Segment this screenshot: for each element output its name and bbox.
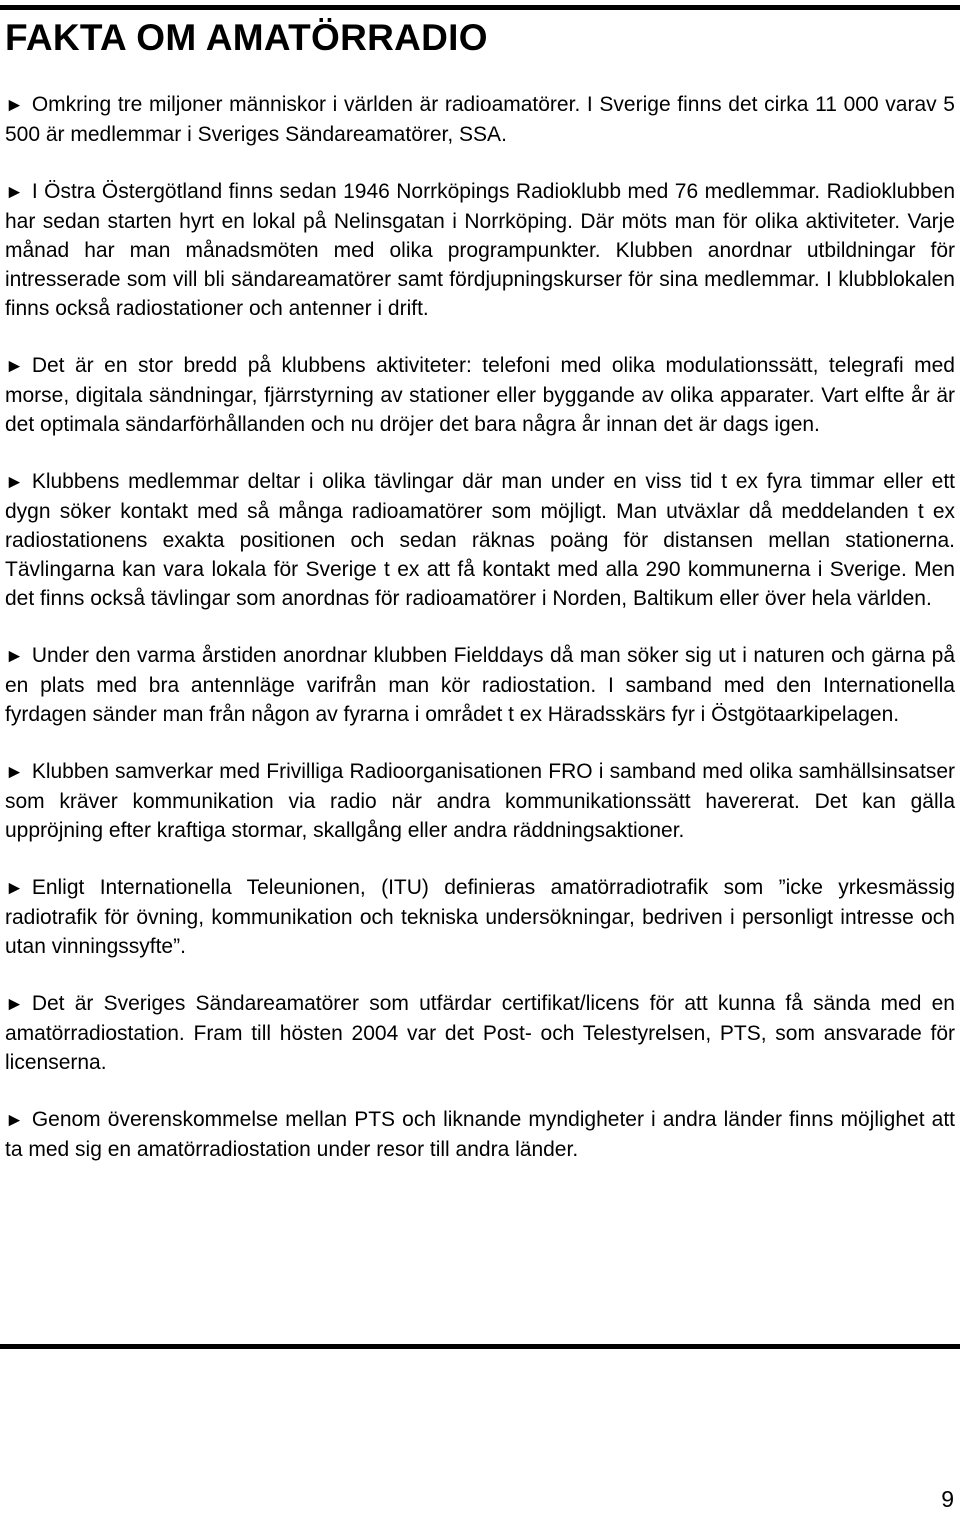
paragraph-text: Enligt Internationella Teleunionen, (ITU) definieras amatörradiotrafik som ”icke yrkesmässig radiotrafik för övning, kommunikation och tekniska undersökningar, bedriven i personligt intresse och utan vinningssyfte”. [5,876,955,958]
bullet-arrow-icon: ► [5,762,24,783]
page-title: FAKTA OM AMATÖRRADIO [5,17,488,58]
paragraph-9 [5,1105,955,1164]
paragraph-text: Under den varma årstiden anordnar klubben Fielddays då man söker sig ut i naturen och gärna på en plats med bra antennläge varifrån man kör radiostation. I samband med den Internationella fyrdagen sänder man från någon av fyrarna i området t ex Häradsskärs fyr i Östgötaarkipelagen. [5,644,955,726]
page-number: 9 [941,1486,954,1512]
bullet-arrow-icon: ► [5,878,24,899]
bullet-arrow-icon: ► [5,472,24,493]
bullet-arrow-icon: ► [5,356,24,377]
bullet-arrow-icon: ► [5,994,24,1015]
bullet-arrow-icon: ► [5,182,24,203]
paragraph-3 [5,351,955,439]
paragraph-1 [5,90,955,149]
paragraph-text: Klubben samverkar med Frivilliga Radioorganisationen FRO i samband med olika samhällsinsatser som kräver kommunikation via radio när andra kommunikationssätt havererat. Det kan gälla uppröjning efter kraftiga stormar, skallgång eller andra räddningsaktioner. [5,760,955,842]
bullet-arrow-icon: ► [5,95,24,116]
paragraph-text: Klubbens medlemmar deltar i olika tävlingar där man under en viss tid t ex fyra timmar eller ett dygn söker kontakt med så många radioamatörer som möjligt. Man utväxlar då meddelanden t ex radiostationens exakta positionen och sedan räknas poäng för distansen mellan stationerna. Tävlingarna kan vara lokala för Sverige t ex att få kontakt med alla 290 kommunerna i Sverige. Men det finns också tävlingar som anordnas för radioamatörer i Norden, Baltikum eller över hela världen. [5,470,955,610]
paragraph-4 [5,467,955,613]
paragraph-text: I Östra Östergötland finns sedan 1946 Norrköpings Radioklubb med 76 medlemmar. Radioklubben har sedan starten hyrt en lokal på Nelinsgatan i Norrköping. Där möts man för olika aktiviteter. Varje månad har man månadsmöten med olika programpunkter. Klubben anordnar utbildningar för intresserade som vill bli sändareamatörer samt fördjupningskurser för sina medlemmar. I klubblokalen finns också radiostationer och antenner i drift. [5,180,955,320]
paragraph-8 [5,989,955,1077]
bullet-arrow-icon: ► [5,1110,24,1131]
bullet-arrow-icon: ► [5,646,24,667]
paragraph-text: Det är Sveriges Sändareamatörer som utfärdar certifikat/licens för att kunna få sända med en amatörradiostation. Fram till hösten 2004 var det Post- och Telestyrelsen, PTS, som ansvarade för licenserna. [5,992,955,1074]
paragraph-7 [5,873,955,961]
document-body [5,90,955,1164]
paragraph-text: Det är en stor bredd på klubbens aktiviteter: telefoni med olika modulationssätt, telegrafi med morse, digitala sändningar, fjärrstyrning av stationer eller byggande av olika apparater. Vart elfte år är det optimala sändarförhållanden och nu dröjer det bara några år innan det är dags igen. [5,354,955,436]
paragraph-2 [5,177,955,323]
paragraph-6 [5,757,955,845]
paragraph-5 [5,641,955,729]
paragraph-text: Genom överenskommelse mellan PTS och liknande myndigheter i andra länder finns möjlighet att ta med sig en amatörradiostation under resor till andra länder. [5,1108,955,1161]
top-rule [0,5,960,10]
bottom-rule [0,1344,960,1349]
paragraph-text: Omkring tre miljoner människor i världen är radioamatörer. I Sverige finns det cirka 11 000 varav 5 500 är medlemmar i Sveriges Sändareamatörer, SSA. [5,93,955,146]
